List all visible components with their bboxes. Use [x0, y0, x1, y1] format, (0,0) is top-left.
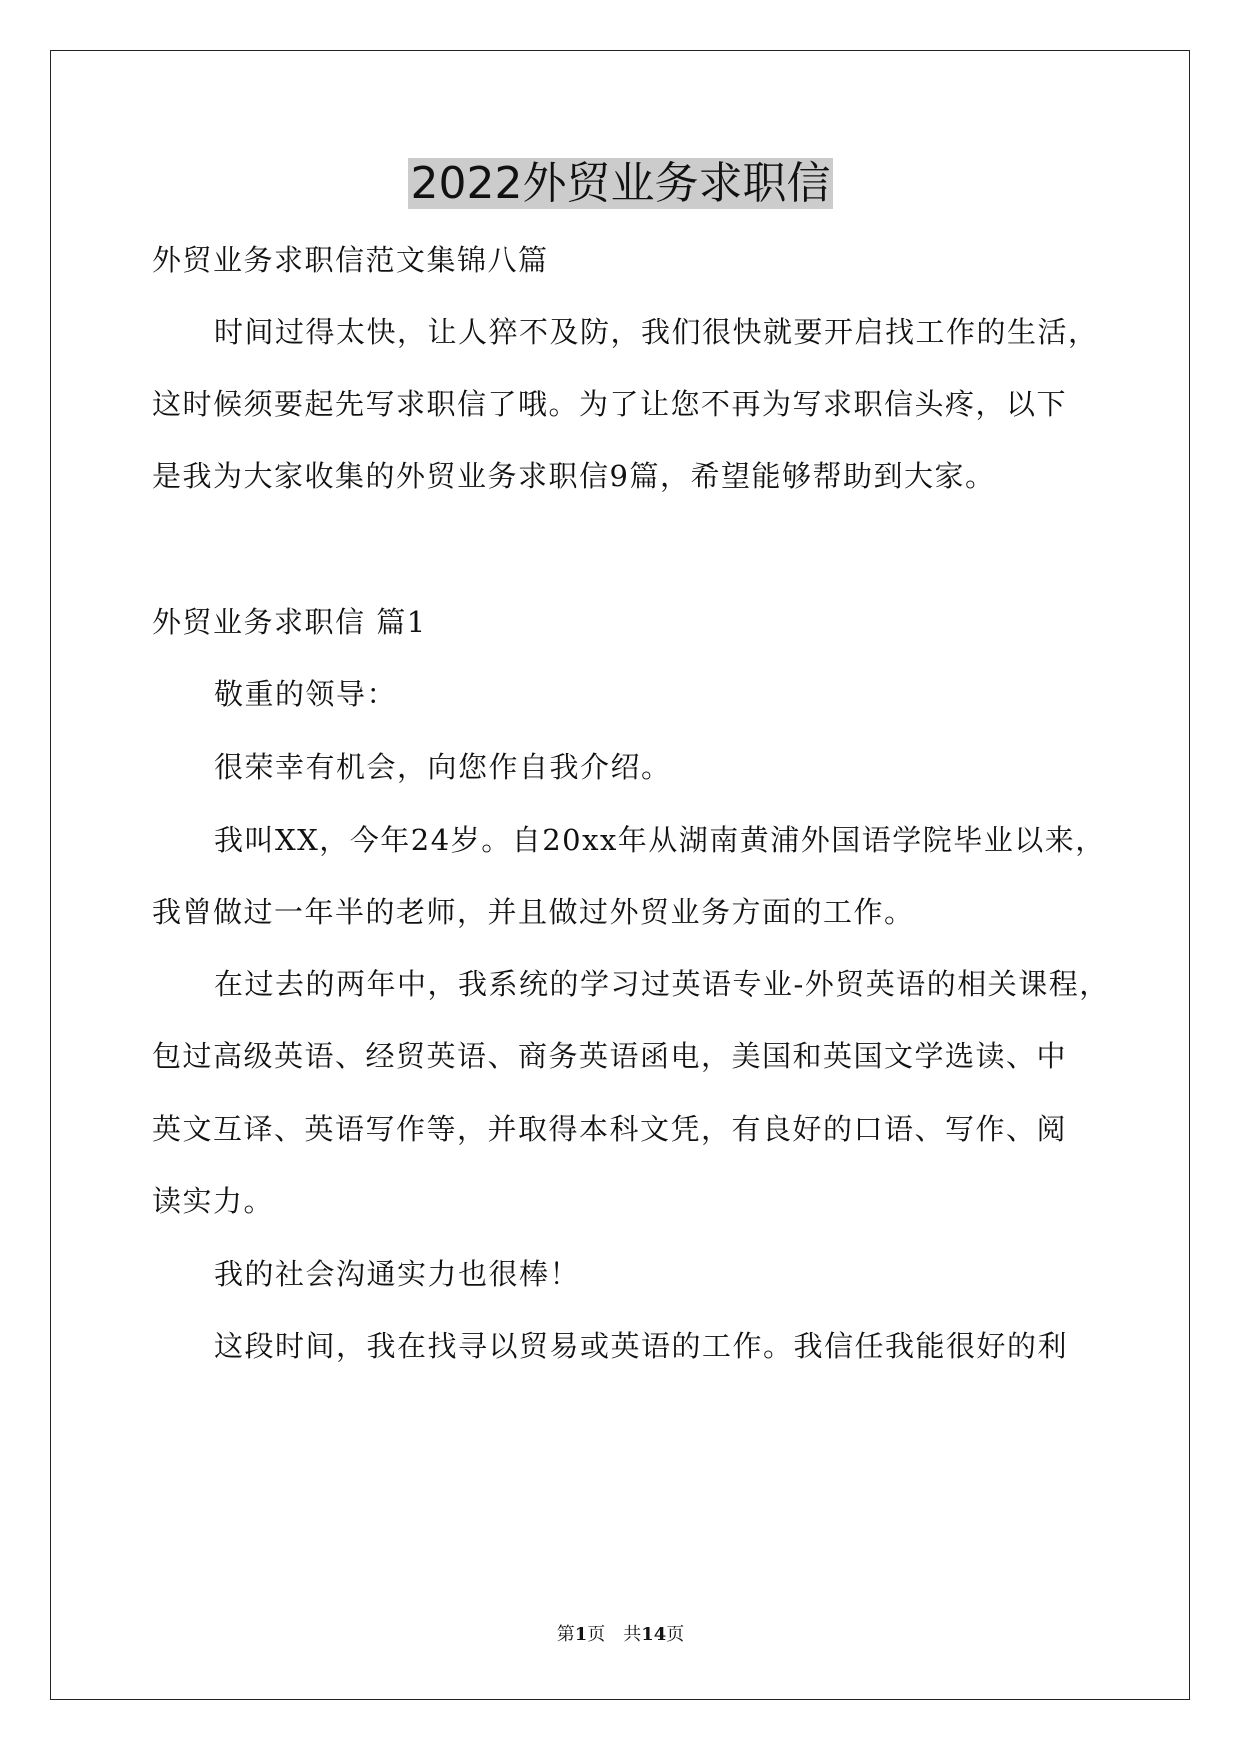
salutation: 敬重的领导：: [214, 677, 398, 711]
page-footer: [0, 1623, 1241, 1647]
body-paragraph-line: 我的社会沟通实力也很棒！: [214, 1257, 581, 1291]
page-total: 14: [641, 1624, 667, 1645]
intro-paragraph-line: 时间过得太快，让人猝不及防，我们很快就要开启找工作的生活，: [214, 315, 1099, 349]
document-subtitle: 外贸业务求职信范文集锦八篇: [152, 243, 549, 277]
page-current: 1: [574, 1624, 588, 1645]
document-title-text: 2022外贸业务求职信: [408, 158, 834, 209]
body-paragraph-line: 很荣幸有机会，向您作自我介绍。: [214, 750, 672, 784]
total-prefix: 共: [623, 1624, 642, 1645]
section-heading: 外贸业务求职信 篇1: [152, 605, 427, 639]
body-paragraph-line: 在过去的两年中，我系统的学习过英语专业-外贸英语的相关课程，: [214, 967, 1110, 1001]
total-suffix: 页: [666, 1624, 685, 1645]
page-border: [50, 50, 1190, 1700]
body-paragraph-line: 我曾做过一年半的老师，并且做过外贸业务方面的工作。: [152, 895, 915, 929]
body-paragraph-line: 我叫XX，今年24岁。自20xx年从湖南黄浦外国语学院毕业以来，: [214, 823, 1106, 857]
document-title: [0, 155, 1241, 213]
page-suffix: 页: [587, 1624, 606, 1645]
intro-paragraph-line: 这时候须要起先写求职信了哦。为了让您不再为写求职信头疼，以下: [152, 387, 1068, 421]
body-paragraph-line: 英文互译、英语写作等，并取得本科文凭，有良好的口语、写作、阅: [152, 1112, 1068, 1146]
page-prefix: 第: [556, 1624, 575, 1645]
body-paragraph-line: 读实力。: [152, 1184, 275, 1218]
body-paragraph-line: 包过高级英语、经贸英语、商务英语函电，美国和英国文学选读、中: [152, 1039, 1068, 1073]
body-paragraph-line: 这段时间，我在找寻以贸易或英语的工作。我信任我能很好的利: [214, 1329, 1069, 1363]
intro-paragraph-line: 是我为大家收集的外贸业务求职信9篇，希望能够帮助到大家。: [152, 459, 996, 493]
